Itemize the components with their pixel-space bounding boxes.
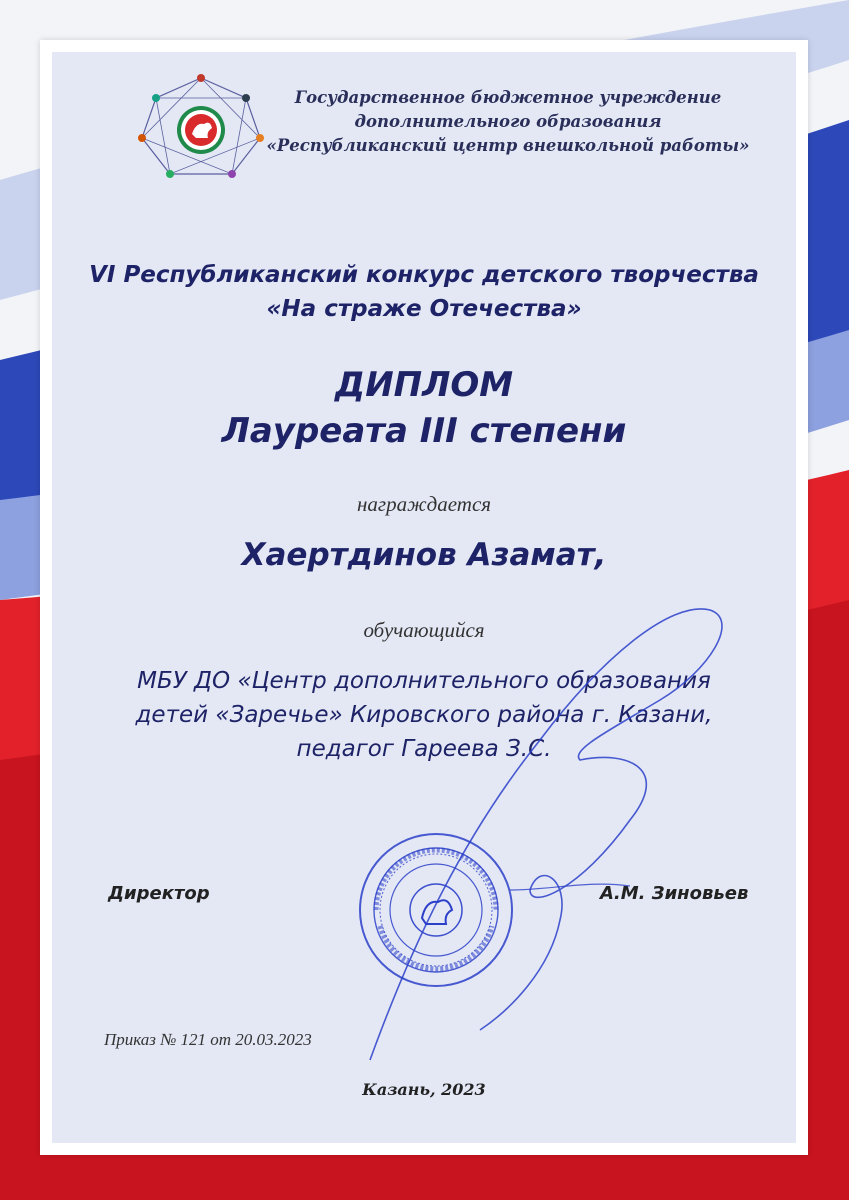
awarded-text: награждается bbox=[356, 492, 492, 516]
contest-line-2: «На страже Отечества» bbox=[266, 296, 582, 322]
school-line-3: педагог Гареева З.С. bbox=[296, 736, 552, 762]
organization-line-1: Государственное бюджетное учреждение bbox=[294, 88, 722, 107]
school-line-1: МБУ ДО «Центр дополнительного образования bbox=[137, 668, 711, 694]
diploma-heading bbox=[52, 362, 796, 454]
signature bbox=[330, 590, 750, 1070]
organization-line-3: «Республиканский центр внешкольной работы» bbox=[266, 136, 750, 155]
diploma-title: ДИПЛОМ bbox=[334, 365, 514, 405]
organization-line-2: дополнительного образования bbox=[354, 112, 662, 131]
diploma-degree: Лауреата III степени bbox=[221, 411, 627, 451]
student-text: обучающийся bbox=[363, 618, 485, 642]
city-year: Казань, 2023 bbox=[362, 1080, 486, 1099]
contest-title bbox=[52, 258, 796, 326]
director-name: А.М. Зиновьев bbox=[600, 883, 749, 904]
order-number: Приказ № 121 от 20.03.2023 bbox=[104, 1030, 312, 1049]
organization-name bbox=[220, 86, 796, 158]
school-line-2: детей «Заречье» Кировского района г. Казани, bbox=[135, 702, 713, 728]
contest-line-1: VI Республиканский конкурс детского творчества bbox=[89, 262, 759, 288]
recipient-name: Хаертдинов Азамат, bbox=[241, 537, 607, 573]
director-label: Директор bbox=[108, 883, 210, 904]
